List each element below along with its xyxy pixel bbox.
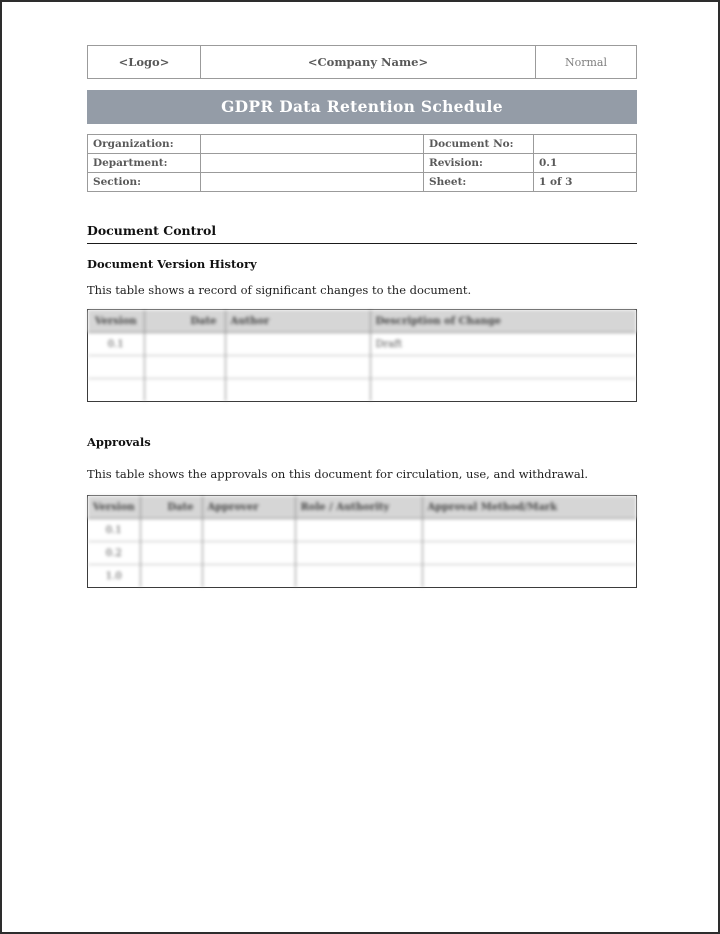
- document-title: GDPR Data Retention Schedule: [221, 97, 503, 116]
- col-header-version: Version: [88, 496, 140, 519]
- table-cell: 0.1: [88, 333, 144, 356]
- meta-label-sheet: Sheet:: [424, 173, 534, 192]
- version-history-description: This table shows a record of significant changes to the document.: [87, 283, 472, 297]
- table-cell: 0.2: [88, 542, 140, 565]
- meta-row: [88, 173, 637, 192]
- meta-label-organization: Organization:: [88, 135, 201, 154]
- approvals-description: This table shows the approvals on this document for circulation, use, and withdrawal.: [87, 467, 589, 481]
- table-cell: [422, 542, 636, 565]
- table-cell: [225, 379, 370, 402]
- table-cell: [144, 379, 225, 402]
- document-info-table: [87, 134, 637, 192]
- table-cell: [422, 565, 636, 588]
- logo-placeholder: <Logo>: [88, 46, 201, 79]
- table-cell: [140, 565, 202, 588]
- col-header-role: Role / Authority: [295, 496, 422, 519]
- col-header-approval-method: Approval Method/Mark: [422, 496, 636, 519]
- table-cell: [140, 542, 202, 565]
- table-cell: 0.1: [88, 519, 140, 542]
- meta-value-department: [201, 154, 424, 173]
- table-header-row: [88, 496, 636, 519]
- subheading-approvals: Approvals: [87, 435, 151, 449]
- col-header-version: Version: [88, 310, 144, 333]
- meta-label-section: Section:: [88, 173, 201, 192]
- table-row: [88, 356, 636, 379]
- table-row: [88, 565, 636, 588]
- classification-label: Normal: [536, 46, 637, 79]
- document-title-banner: [87, 90, 637, 124]
- col-header-description: Description of Change: [370, 310, 636, 333]
- meta-value-organization: [201, 135, 424, 154]
- approvals-table: [88, 496, 636, 587]
- table-cell: 1.0: [88, 565, 140, 588]
- table-cell: [88, 356, 144, 379]
- version-history-table: [88, 310, 636, 401]
- meta-value-revision: 0.1: [534, 154, 637, 173]
- approvals-table-frame: [87, 495, 637, 588]
- table-cell: [144, 356, 225, 379]
- version-history-table-frame: [87, 309, 637, 402]
- subheading-version-history: Document Version History: [87, 257, 257, 271]
- page-content: [2, 2, 637, 588]
- meta-value-sheet: 1 of 3: [534, 173, 637, 192]
- meta-value-section: [201, 173, 424, 192]
- company-name-placeholder: <Company Name>: [201, 46, 536, 79]
- table-cell: Draft: [375, 338, 402, 350]
- table-cell: [295, 565, 422, 588]
- table-cell: [225, 356, 370, 379]
- table-cell: [370, 356, 636, 379]
- table-cell: [295, 519, 422, 542]
- col-header-approver: Approver: [202, 496, 295, 519]
- meta-value-document-no: [534, 135, 637, 154]
- table-cell: [144, 333, 225, 356]
- meta-label-department: Department:: [88, 154, 201, 173]
- table-cell: [370, 379, 636, 402]
- table-cell: [202, 519, 295, 542]
- header-table: [87, 45, 637, 79]
- col-header-date: Date: [140, 496, 202, 519]
- table-cell: [202, 542, 295, 565]
- table-row: [88, 542, 636, 565]
- table-cell: [295, 542, 422, 565]
- meta-row: [88, 154, 637, 173]
- table-row: [88, 333, 636, 356]
- col-header-date: Date: [144, 310, 225, 333]
- table-cell: [225, 333, 370, 356]
- col-header-author: Author: [225, 310, 370, 333]
- meta-label-revision: Revision:: [424, 154, 534, 173]
- table-cell: [422, 519, 636, 542]
- table-header-row: [88, 310, 636, 333]
- table-row: [88, 519, 636, 542]
- section-heading-document-control: Document Control: [87, 223, 637, 244]
- meta-label-document-no: Document No:: [424, 135, 534, 154]
- table-cell: [88, 379, 144, 402]
- table-cell: [140, 519, 202, 542]
- meta-row: [88, 135, 637, 154]
- table-row: [88, 379, 636, 402]
- table-cell: [202, 565, 295, 588]
